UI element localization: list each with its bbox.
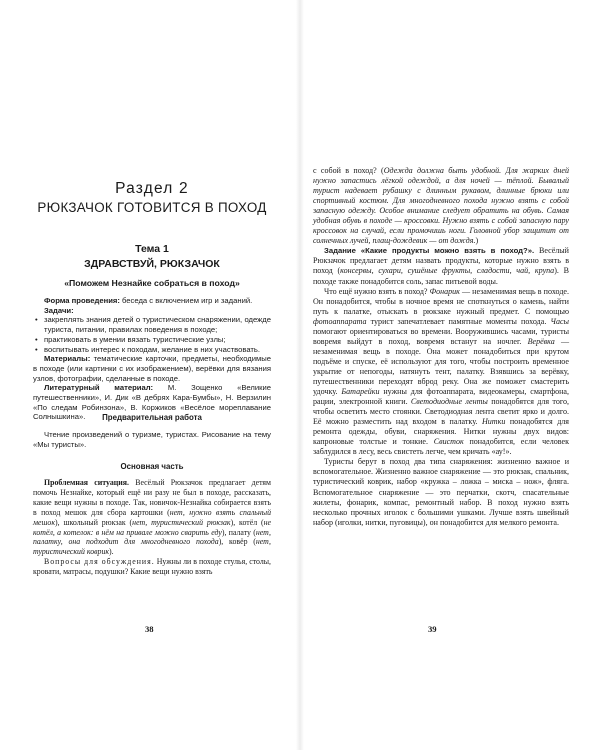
clothing-answer: Одежда должна быть удобной. Для жарких дней нужно запастись лёгкой одеждой, а для ночей — тёплой. Бывалый турист надевает рубашку с длинным рукавом, длинные брюки или спортивный костюм. Для многодневного похода нужно взять с собой запасную одежду. Особое внимание следует обратить на обувь. Самая удобная обувь в походе — кроссовки. Нужно взять с собой запасную пару кроссовок на случай, если промочишь ноги. Головной убор защитит от солнечных лучей, плащ-дождевик — от дождя. bbox=[313, 166, 570, 246]
literature-label: Литературный материал: bbox=[44, 383, 154, 393]
item-term: Батарейки bbox=[341, 387, 380, 397]
body-text: нужны для фотоаппарата, видеокамеры, смартфона, рации, электронной книги. bbox=[313, 387, 570, 407]
problem-answer: нет, палатку, она подходит для многодневного похода bbox=[33, 527, 271, 547]
problem-text: ), палату ( bbox=[221, 527, 256, 537]
materials-label: Материалы: bbox=[44, 354, 91, 364]
problem-text: Весёлый Рюкзачок предлагает детям помочь Незнайке, который ещё ни разу не был в походе, рассказать, какие вещи нужны в походе. Так, новичок-Незнайка собирается взять в поход мешок для сбора картошки ( bbox=[33, 478, 271, 517]
problem-label: Проблемная ситуация. bbox=[44, 478, 130, 487]
problem-answer: нет, нужно взять спальный мешок bbox=[33, 507, 271, 527]
form-line bbox=[33, 296, 271, 306]
prelim-block bbox=[33, 430, 271, 450]
body-text: ) bbox=[475, 236, 479, 246]
item-term: Фонарик bbox=[429, 286, 460, 296]
problem-answer: нет, туристический коврик bbox=[33, 537, 271, 557]
clothing-paragraph bbox=[313, 166, 569, 246]
body-text: Весёлый Рюкзачок предлагает детям назвать продукты, которые нужно взять в поход ( bbox=[313, 246, 569, 276]
food-task-paragraph bbox=[313, 246, 569, 286]
prelim-heading: Предварительная работа bbox=[102, 413, 202, 422]
food-task-label: Задание «Какие продукты можно взять в поход?». bbox=[324, 246, 535, 256]
right-column bbox=[313, 166, 569, 528]
prelim-text: Чтение произведений о туризме, туристах. Рисование на тему «Мы туристы». bbox=[33, 430, 271, 449]
section-number: Раздел 2 bbox=[115, 180, 189, 197]
gear-types-paragraph: Туристы берут в поход два типа снаряжения: жизненно важное и вспомогательное. Жизненно важное снаряжение — это рюкзак, спальник, туристический коврик, набор «кружка – ложка – миска – нож», фляга. Вспомогательное снаряжение — это перчатки, скотч, спасательные жилеты, фонарик, компас, ремонтный набор. В поход нужно взять несколько прочных иголок с большими ушками. Лучше взять швейный набор (иголки, нитки, пуговицы), он понадобится для мелкого ремонта. bbox=[313, 457, 569, 527]
problem-text: ), котёл ( bbox=[230, 517, 264, 527]
body-text: турист запечатлевает памятные моменты похода. bbox=[366, 316, 551, 326]
tasks-label: Задачи: bbox=[44, 305, 74, 315]
right-page bbox=[300, 0, 600, 750]
item-term: Верёвка bbox=[527, 336, 555, 346]
lesson-meta bbox=[33, 296, 271, 422]
problem-text: ). bbox=[109, 547, 114, 557]
task-item: • воспитывать интерес к походам, желание в них участвовать. bbox=[33, 345, 271, 355]
tasks-line bbox=[33, 306, 271, 316]
task-item: • закреплять знания детей о туристическом снаряжении, одежде туриста, питании, правилах поведения в походе; bbox=[33, 315, 271, 334]
item-term: Нитки bbox=[481, 417, 506, 427]
problem-paragraph bbox=[33, 478, 271, 557]
materials-text: тематические карточки, предметы, необходимые в походе (или картинки с их изображением), верёвки для вязания узлов, фотографии, сделанные в походе. bbox=[33, 354, 271, 383]
questions-label: Вопросы для обсуждения. bbox=[44, 557, 155, 567]
body-text: с собой в поход? ( bbox=[313, 166, 384, 175]
section-title: РЮКЗАЧОК ГОТОВИТСЯ В ПОХОД bbox=[37, 200, 267, 215]
topic-number: Тема 1 bbox=[135, 243, 169, 255]
body-text: ). В походе также понадобится соль, запас питьевой воды. bbox=[313, 266, 569, 286]
problem-text: ), школьный рюкзак ( bbox=[55, 517, 133, 527]
main-block bbox=[33, 478, 271, 577]
lesson-title: «Поможем Незнайке собраться в поход» bbox=[64, 278, 240, 288]
topic-title: ЗДРАВСТВУЙ, РЮКЗАЧОК bbox=[84, 258, 220, 270]
problem-text: ), ковёр ( bbox=[218, 537, 256, 547]
problem-answer: нет, туристический рюкзак bbox=[132, 517, 231, 527]
item-term: Светодиодные ленты bbox=[410, 397, 488, 407]
form-label: Форма проведения: bbox=[44, 296, 120, 305]
body-text: — незаменимая вещь в походе. Он понадобится, чтобы в ночное время не споткнуться о камень, найти путь к палатке, отыскать в рюкзаке нужный предмет. С помощью bbox=[313, 286, 570, 316]
body-text: Что ещё нужно взять в поход? bbox=[324, 286, 430, 296]
literature-text: М. Зощенко «Великие путешественники», И. Дик «В дебрях Кара-Бумбы», Н. Верзилин «По следам Робинзона», В. Коржиков «Весёлое мореплавание Солнышкина». bbox=[33, 383, 271, 422]
page-number-right: 39 bbox=[428, 624, 437, 634]
item-term: Свисток bbox=[433, 437, 464, 447]
page-number-left: 38 bbox=[145, 624, 154, 634]
body-text: понадобятся для ремонта одежды, обуви, снаряжения. Нитки нужны двух видов: капроновые толстые и тонкие. bbox=[313, 417, 570, 447]
task-item: • практиковать в умении вязать туристические узлы; bbox=[33, 335, 271, 345]
body-text: — незаменимая вещь в походе. Она может понадобиться при крутом подъёме и спуске, её используют для того, чтобы построить временное укрытие от непогоды, натянуть тент, палатку. Взявшись за верёвку, путешественники переходят вброд реку. Она же поможет смастерить удочку. bbox=[313, 336, 569, 397]
main-heading: Основная часть bbox=[120, 462, 184, 471]
body-text: понадобятся для того, чтобы осветить место стоянки. Светодиодная лента светит ярко и долго. Её можно разместить над входом в палатку. bbox=[313, 397, 569, 427]
questions-paragraph bbox=[33, 557, 271, 577]
questions-text: Нужны ли в походе стулья, столы, кровати, матрасы, подушки? Какие вещи нужно взять bbox=[33, 557, 271, 577]
item-term: фотоаппарата bbox=[313, 316, 367, 326]
food-answer: консервы, сухари, сушёные фрукты, сладости, чай, крупа bbox=[340, 266, 555, 276]
body-text: помогают ориентироваться во времени. Вооружившись часами, туристы вовремя выйдут в поход, вовремя встанут на ночлег. bbox=[313, 326, 569, 346]
materials-line bbox=[33, 354, 271, 383]
body-text: понадобится, если человек заблудился в лесу, весь свистеть легче, чем кричать «ау!». bbox=[313, 437, 569, 457]
item-term: Часы bbox=[550, 316, 569, 326]
equipment-paragraph bbox=[313, 287, 569, 458]
form-text: беседа с включением игр и заданий. bbox=[119, 296, 253, 305]
problem-answer: не котёл, а котелок: в нём на привале можно сварить еду bbox=[33, 517, 271, 537]
